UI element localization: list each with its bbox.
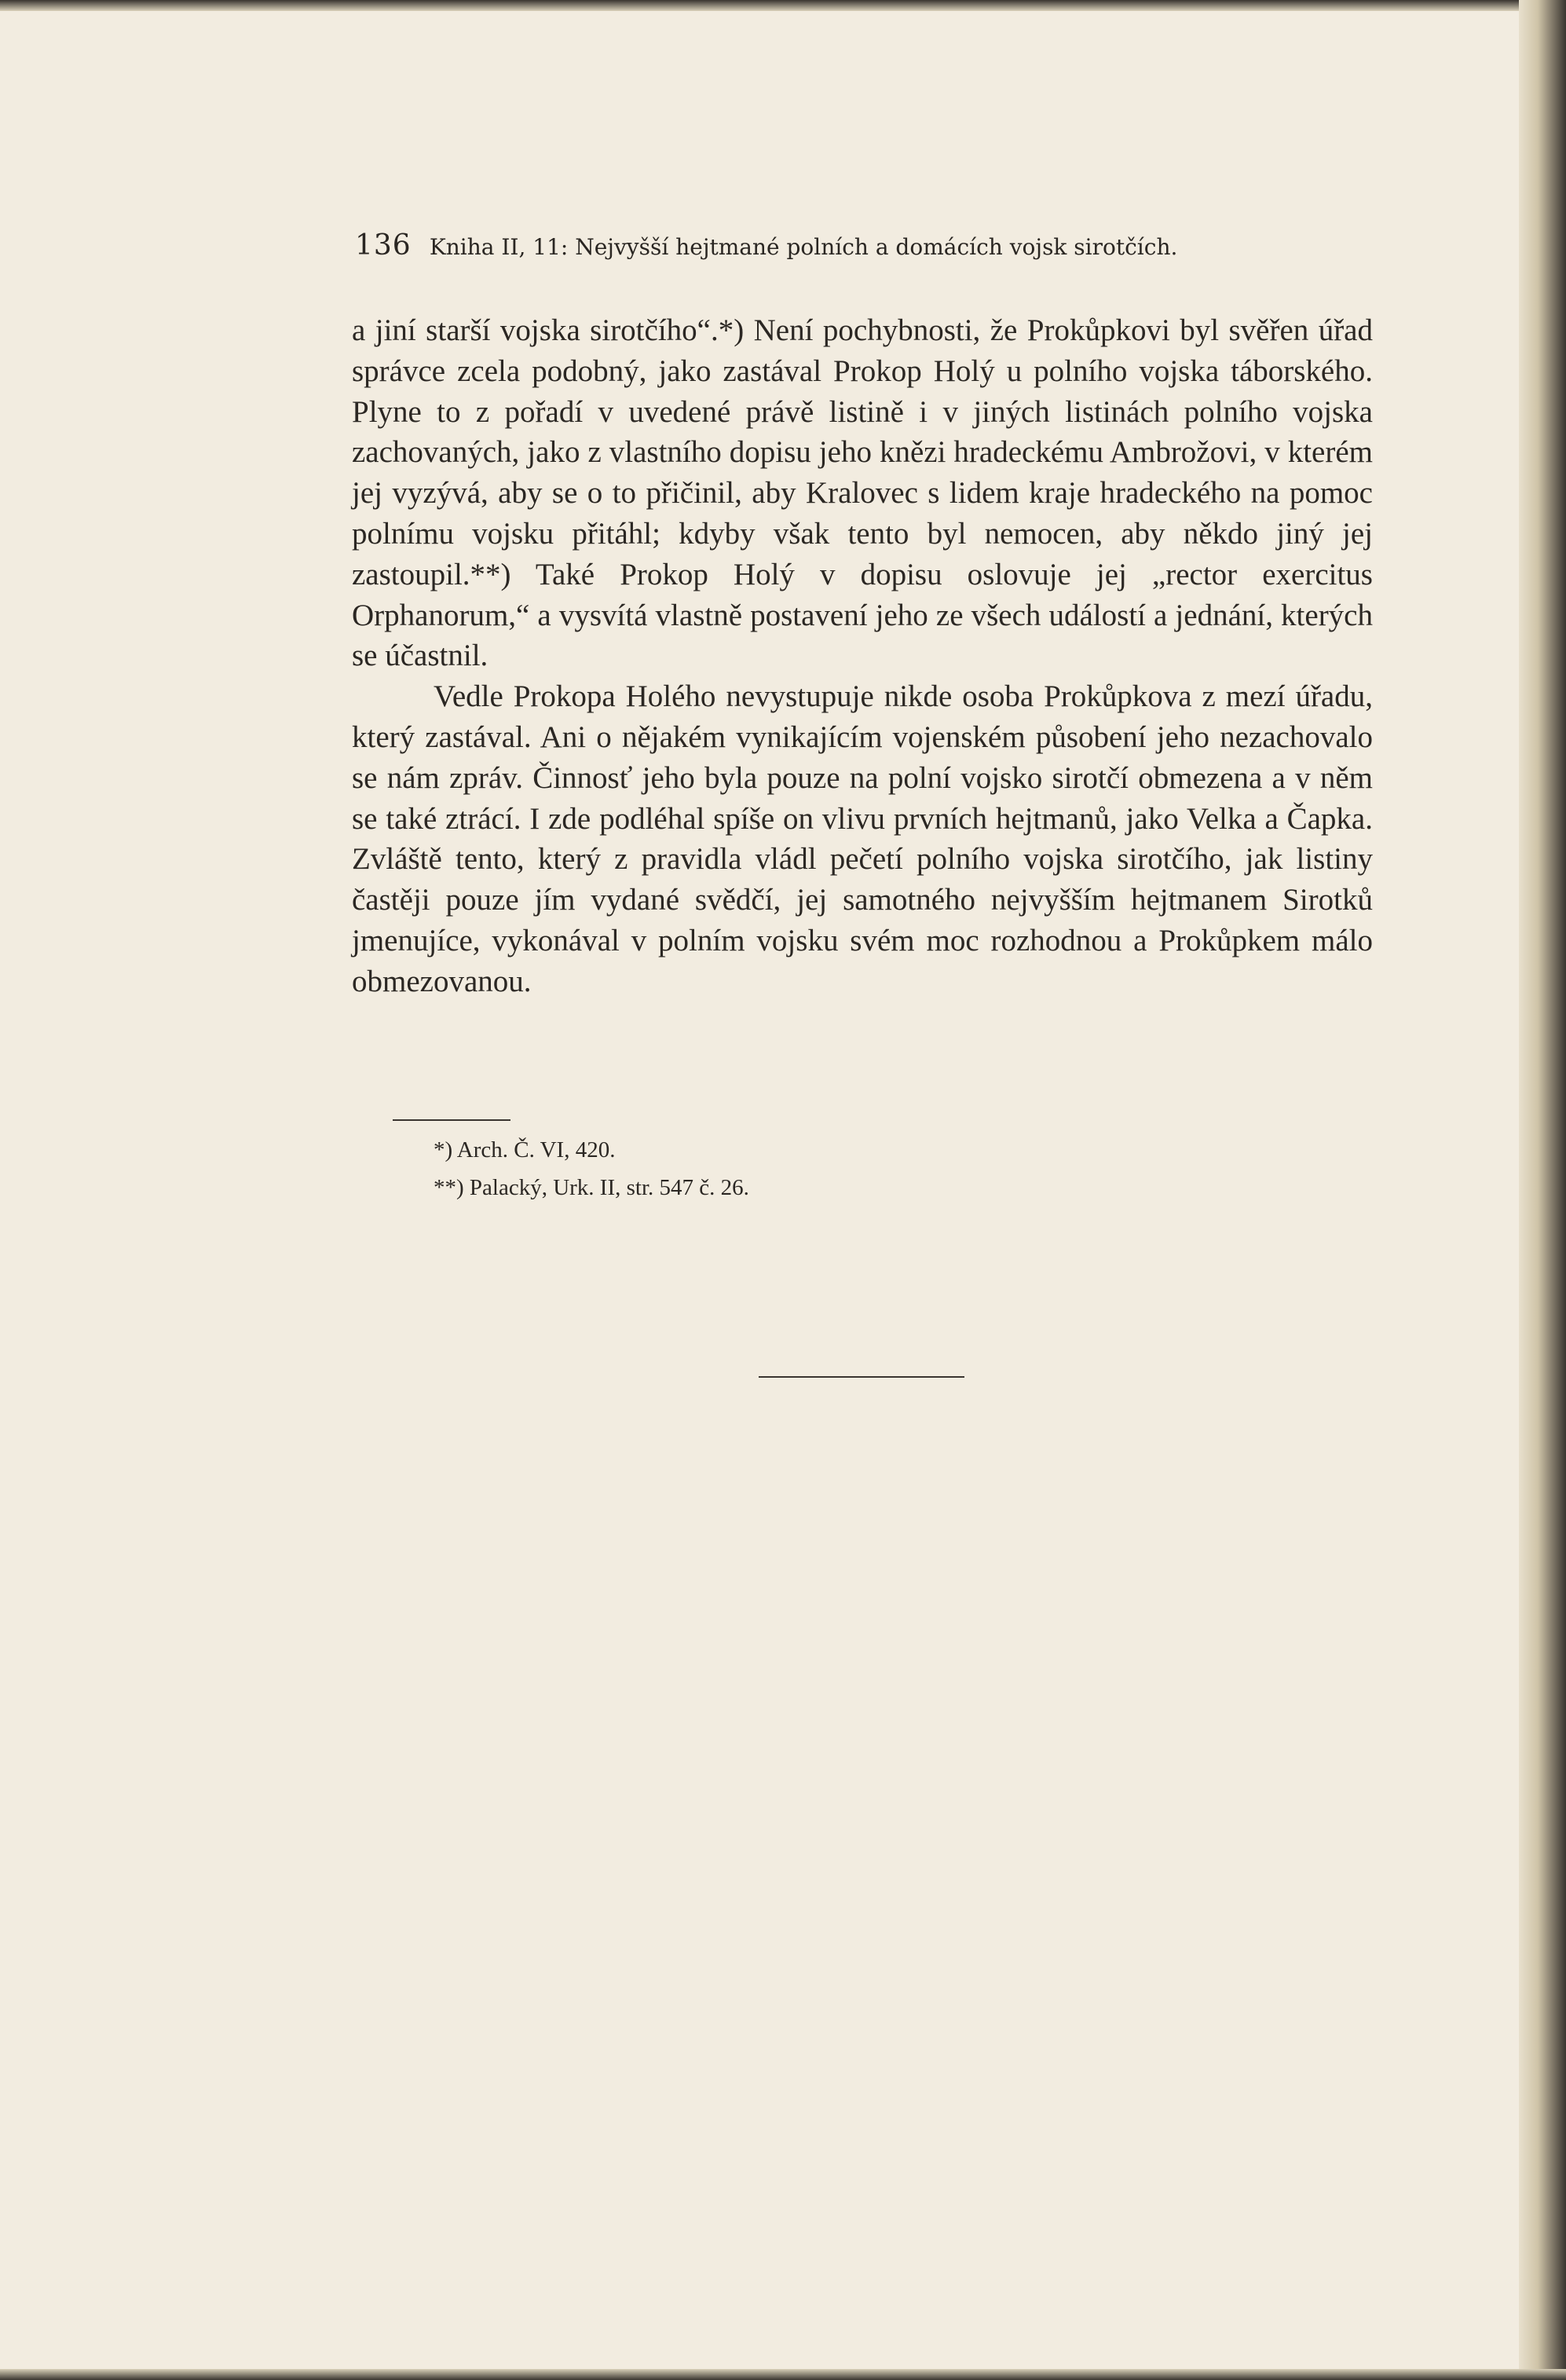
footnote-rule <box>393 1119 510 1121</box>
page-number: 136 <box>355 229 412 262</box>
footnote: **) Palacký, Urk. II, str. 547 č. 26. <box>434 1175 749 1200</box>
paragraph: Vedle Prokopa Holého nevystupuje nikde osoba Prokůpkova z mezí úřadu, který zastával. Ani o nějakém vynikajícím vojenském působení jeho nezachovalo se nám zpráv. Činnosť jeho byla pouze na polní vojsko sirotčí obmezena a v něm se také ztrácí. I zde podléhal spíše on vlivu prvních hejtmanů, jako Velka a Čapka. Zvláště tento, který z pravidla vládl pečetí polního vojska sirotčího, jak listiny častěji pouze jím vydané svědčí, jej samotného nejvyšším hejtmanem Sirotků jmenujíce, vykonával v polním vojsku svém moc rozhodnou a Prokůpkem málo obmezovanou. <box>352 679 1373 998</box>
footnotes <box>434 1131 1140 1206</box>
page-edge-top <box>0 0 1566 11</box>
running-head <box>355 229 1376 262</box>
page-edge-right <box>1519 0 1566 2380</box>
body-text <box>352 310 1373 1002</box>
paragraph: a jiní starší vojska sirotčího“.*) Není pochybnosti, že Prokůpkovi byl svěřen úřad správce zcela podobný, jako zastával Prokop Holý u polního vojska táborského. Plyne to z pořadí v uvedené právě listině i v jiných listinách polního vojska zachovaných, jako z vlastního dopisu jeho knězi hradeckému Ambrožovi, v kterém jej vyzývá, aby se o to přičinil, aby Kralovec s lidem kraje hradeckého na pomoc polnímu vojsku přitáhl; kdyby však tento byl nemocen, aby někdo jiný jej zastoupil.**) Také Prokop Holý v dopisu oslovuje jej „rector exercitus Orphanorum,“ a vysvítá vlastně postavení jeho ze všech událostí a jednání, kterých se účastnil. <box>352 313 1373 673</box>
page-edge-bottom <box>0 2369 1566 2380</box>
section-end-rule <box>759 1376 964 1378</box>
footnote: *) Arch. Č. VI, 420. <box>434 1137 616 1163</box>
running-title: Kniha II, 11: Nejvyšší hejtmané polních a domácích vojsk sirotčích. <box>429 234 1178 260</box>
